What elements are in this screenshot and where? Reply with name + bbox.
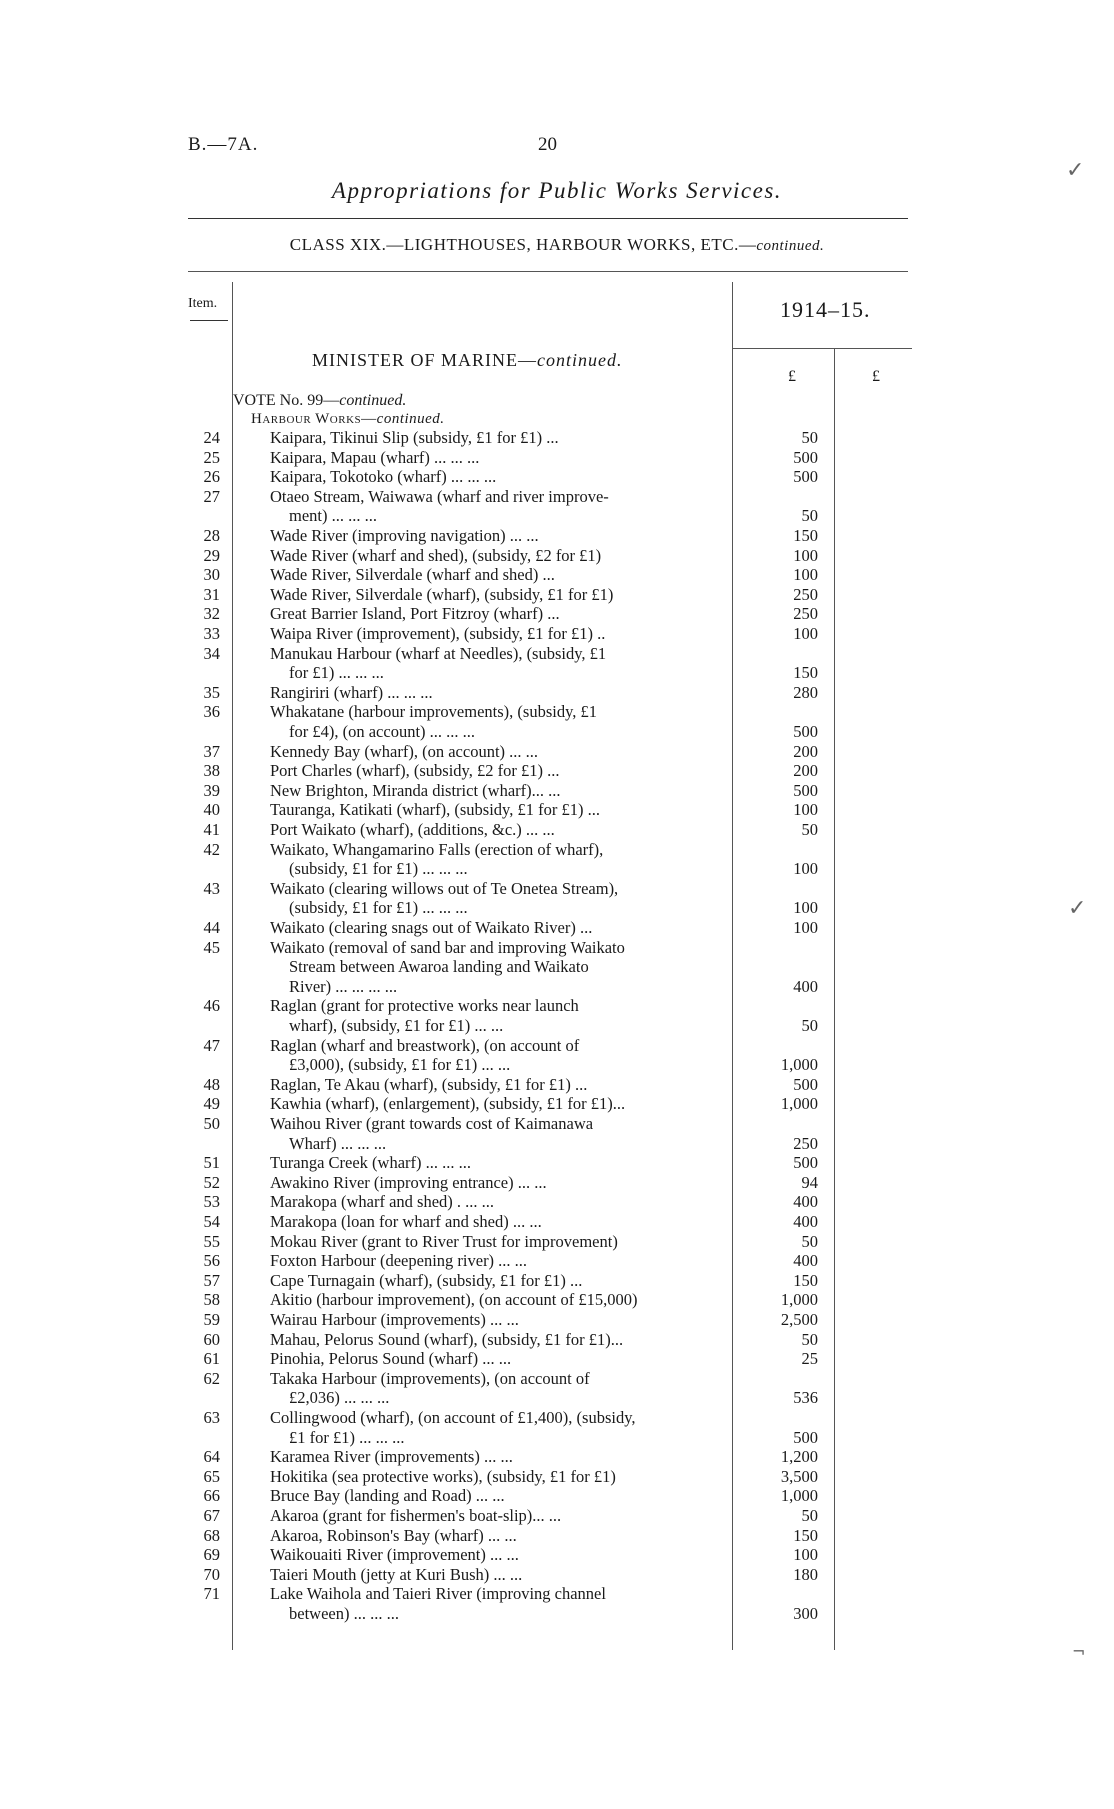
item-description (270, 1075, 725, 1095)
item-number: 55 (203, 1231, 220, 1251)
item-amount: 300 (793, 1603, 818, 1623)
item-description (270, 702, 725, 741)
item-amount: 500 (793, 721, 818, 741)
item-description-line: Raglan (wharf and breastwork), (on account of (270, 1035, 580, 1055)
item-number: 58 (203, 1290, 220, 1310)
item-description-line: Turanga Creek (wharf) ... ... ... (270, 1153, 472, 1173)
vote-heading-continued: continued. (339, 392, 407, 409)
item-description-line: Raglan (grant for protective works near launch (270, 996, 579, 1016)
item-amount: 150 (793, 1525, 818, 1545)
item-description-line: Kaipara, Mapau (wharf) ... ... ... (270, 447, 480, 467)
item-description (270, 585, 725, 605)
item-number: 63 (203, 1408, 220, 1427)
item-number: 27 (203, 486, 220, 506)
item-number: 37 (203, 741, 220, 761)
item-description (270, 1408, 725, 1447)
item-description (270, 1506, 725, 1526)
item-amount: 3,500 (780, 1466, 818, 1486)
class-heading (0, 235, 1114, 255)
item-number: 36 (203, 702, 220, 722)
item-number: 39 (203, 780, 220, 800)
item-description (270, 428, 725, 448)
item-number: 48 (203, 1074, 220, 1094)
item-number: 54 (203, 1212, 220, 1231)
item-description-line: Collingwood (wharf), (on account of £1,400), (subsidy, (270, 1408, 636, 1427)
item-number: 50 (203, 1114, 220, 1133)
item-description-line: Whakatane (harbour improvements), (subsidy, £1 (270, 702, 598, 722)
description-column-rule (732, 282, 733, 1650)
item-description-line: Otaeo Stream, Waiwawa (wharf and river improve- (270, 486, 609, 506)
item-amount: 400 (793, 1192, 818, 1212)
item-description-line: Wade River, Silverdale (wharf and shed) ... (270, 565, 555, 585)
item-description (270, 1114, 725, 1153)
item-number: 30 (203, 565, 220, 585)
item-description (270, 1545, 725, 1565)
item-description (270, 1271, 725, 1291)
item-description (270, 1251, 725, 1271)
item-description-line: Marakopa (loan for wharf and shed) ... ... (270, 1212, 542, 1231)
currency-label-2: £ (872, 368, 880, 385)
item-description (270, 448, 725, 468)
item-amount: 100 (793, 859, 818, 879)
item-amount: 1,000 (780, 1094, 818, 1114)
item-amount: 50 (801, 1329, 818, 1349)
item-amount: 500 (793, 1153, 818, 1173)
item-description-line: £1 for £1) ... ... ... (289, 1427, 405, 1447)
item-number: 53 (203, 1192, 220, 1212)
item-amount: 50 (801, 428, 818, 447)
item-description (270, 800, 725, 820)
item-description-line: for £1) ... ... ... (289, 663, 384, 683)
item-description-line: for £4), (on account) ... ... ... (289, 721, 476, 741)
item-description (270, 1036, 725, 1075)
item-description-line: Waikato (clearing snags out of Waikato River) ... (270, 918, 593, 937)
section-heading-main: Harbour Works— (251, 411, 377, 427)
item-description (270, 546, 725, 566)
item-description (270, 624, 725, 644)
section-heading (251, 411, 445, 428)
item-number: 61 (203, 1349, 220, 1369)
item-amount: 100 (793, 898, 818, 918)
item-description-line: Stream between Awaroa landing and Waikato (289, 957, 589, 977)
item-number: 35 (203, 682, 220, 702)
item-number: 69 (203, 1545, 220, 1565)
item-description-line: wharf), (subsidy, £1 for £1) ... ... (289, 1015, 504, 1035)
item-number: 65 (203, 1466, 220, 1486)
item-description-line: Tauranga, Katikati (wharf), (subsidy, £1 for £1) ... (270, 800, 600, 820)
item-number: 24 (203, 428, 220, 447)
item-amount: 100 (793, 545, 818, 565)
item-description (270, 996, 725, 1035)
item-number: 45 (203, 937, 220, 957)
item-description (270, 1526, 725, 1546)
year-header-rule (732, 348, 912, 349)
item-amount: 280 (793, 682, 818, 702)
item-description-line: Wade River (improving navigation) ... ... (270, 526, 539, 545)
item-amount: 400 (793, 976, 818, 996)
item-amount: 1,000 (780, 1290, 818, 1310)
margin-tick-icon: ✓ (1066, 158, 1085, 183)
item-number: 33 (203, 624, 220, 643)
item-description (270, 761, 725, 781)
item-description (270, 820, 725, 840)
item-description-line: Taieri Mouth (jetty at Kuri Bush) ... ... (270, 1564, 523, 1584)
item-amount: 500 (793, 1427, 818, 1447)
item-amount: 50 (801, 1506, 818, 1525)
item-description (270, 1173, 725, 1193)
item-number: 32 (203, 604, 220, 624)
title-rule (188, 218, 908, 219)
item-number: 44 (203, 918, 220, 937)
page-number: 20 (538, 134, 557, 155)
item-number: 40 (203, 800, 220, 820)
item-amount: 500 (793, 1074, 818, 1094)
item-description-line: ment) ... ... ... (289, 506, 377, 526)
item-description (270, 644, 725, 683)
item-description-line: Marakopa (wharf and shed) . ... ... (270, 1192, 495, 1212)
item-description-line: New Brighton, Miranda district (wharf)... ... (270, 780, 561, 800)
item-column-header: Item. (188, 296, 218, 311)
item-description (270, 1565, 725, 1585)
item-amount: 1,000 (780, 1055, 818, 1075)
item-description (270, 1584, 725, 1623)
item-description (270, 487, 725, 526)
item-amount: 400 (793, 1212, 818, 1231)
item-description-line: Waikato (removal of sand bar and improving Waikato (270, 937, 625, 957)
item-amount: 250 (793, 604, 818, 624)
item-description-line: Lake Waihola and Taieri River (improving channel (270, 1584, 606, 1604)
item-number: 62 (203, 1368, 220, 1388)
item-amount: 50 (801, 1015, 818, 1035)
item-description (270, 840, 725, 879)
item-description (270, 1232, 725, 1252)
item-amount: 1,000 (780, 1486, 818, 1506)
item-number: 47 (203, 1035, 220, 1055)
item-description-line: Wharf) ... ... ... (289, 1133, 387, 1153)
minister-heading-main: MINISTER OF MARINE— (312, 350, 538, 370)
item-amount: 250 (793, 584, 818, 604)
class-heading-continued: continued. (756, 238, 825, 254)
item-number: 38 (203, 761, 220, 781)
item-number: 25 (203, 447, 220, 467)
amount-column-rule (834, 348, 835, 1650)
item-number: 42 (203, 839, 220, 859)
item-description-line: (subsidy, £1 for £1) ... ... ... (289, 859, 468, 879)
vote-heading-main: VOTE No. 99— (233, 392, 340, 409)
item-number: 49 (203, 1094, 220, 1114)
item-description-line: Port Waikato (wharf), (additions, &c.) ... ... (270, 820, 555, 839)
item-description (270, 467, 725, 487)
item-description-line: Waikato (clearing willows out of Te Onetea Stream), (270, 878, 619, 898)
item-number: 57 (203, 1270, 220, 1290)
item-amount: 100 (793, 565, 818, 585)
item-description-line: Akitio (harbour improvement), (on account of £15,000) (270, 1290, 638, 1310)
item-header-underline (190, 320, 228, 321)
item-description (270, 781, 725, 801)
item-description-line: Foxton Harbour (deepening river) ... ... (270, 1251, 528, 1271)
item-description-line: Kawhia (wharf), (enlargement), (subsidy, £1 for £1)... (270, 1094, 626, 1114)
item-description (270, 1212, 725, 1232)
minister-heading (312, 350, 623, 371)
margin-mark-icon: ¬ (1072, 1642, 1086, 1661)
margin-tick-icon: ✓ (1068, 896, 1087, 921)
vote-heading (233, 392, 406, 410)
item-description-line: Awakino River (improving entrance) ... ... (270, 1172, 547, 1192)
item-number: 41 (203, 820, 220, 839)
item-description (270, 565, 725, 585)
item-description (270, 742, 725, 762)
item-description (270, 604, 725, 624)
item-description-line: Wade River, Silverdale (wharf), (subsidy, £1 for £1) (270, 584, 614, 604)
item-description-line: Great Barrier Island, Port Fitzroy (wharf) ... (270, 604, 560, 624)
item-amount: 50 (801, 1231, 818, 1251)
item-description (270, 1369, 725, 1408)
item-description-line: Waihou River (grant towards cost of Kaimanawa (270, 1114, 594, 1133)
item-amount: 500 (793, 447, 818, 467)
item-description-line: Waikouaiti River (improvement) ... ... (270, 1545, 519, 1565)
item-description-line: Manukau Harbour (wharf at Needles), (subsidy, £1 (270, 643, 607, 663)
item-number: 28 (203, 526, 220, 545)
item-amount: 150 (793, 526, 818, 545)
item-amount: 25 (801, 1349, 818, 1369)
item-description-line: Mahau, Pelorus Sound (wharf), (subsidy, £1 for £1)... (270, 1329, 624, 1349)
item-description-line: (subsidy, £1 for £1) ... ... ... (289, 898, 468, 918)
item-number: 70 (203, 1564, 220, 1584)
item-description-line: Wairau Harbour (improvements) ... ... (270, 1310, 519, 1329)
item-description (270, 938, 725, 997)
item-description (270, 1094, 725, 1114)
item-description-line: Akaroa, Robinson's Bay (wharf) ... ... (270, 1525, 517, 1545)
item-amount: 1,200 (780, 1447, 818, 1467)
item-number: 29 (203, 545, 220, 565)
item-description-line: Waipa River (improvement), (subsidy, £1 for £1) .. (270, 624, 606, 643)
currency-label-1: £ (788, 368, 796, 385)
item-amount: 2,500 (780, 1310, 818, 1329)
item-description-line: Kennedy Bay (wharf), (on account) ... ... (270, 741, 539, 761)
item-number: 46 (203, 996, 220, 1016)
item-number: 52 (203, 1172, 220, 1192)
item-description-line: Port Charles (wharf), (subsidy, £2 for £1) ... (270, 761, 560, 781)
item-description (270, 1447, 725, 1467)
item-description (270, 918, 725, 938)
item-description-line: Kaipara, Tikinui Slip (subsidy, £1 for £1) ... (270, 428, 559, 447)
item-description (270, 1153, 725, 1173)
minister-heading-continued: continued. (537, 350, 623, 370)
item-description-line: Rangiriri (wharf) ... ... ... (270, 682, 433, 702)
item-description-line: Wade River (wharf and shed), (subsidy, £2 for £1) (270, 545, 602, 565)
item-amount: 100 (793, 1545, 818, 1565)
item-description (270, 683, 725, 703)
page-title: Appropriations for Public Works Services. (331, 178, 783, 203)
item-amount: 50 (801, 506, 818, 526)
item-description (270, 1192, 725, 1212)
item-description-line: Waikato, Whangamarino Falls (erection of wharf), (270, 839, 604, 859)
heading-rule (188, 271, 908, 272)
item-description-line: £3,000), (subsidy, £1 for £1) ... ... (289, 1055, 511, 1075)
item-description-line: Raglan, Te Akau (wharf), (subsidy, £1 for £1) ... (270, 1074, 588, 1094)
item-amount: 200 (793, 741, 818, 761)
item-number: 64 (203, 1447, 220, 1467)
item-number: 66 (203, 1486, 220, 1506)
item-description (270, 1349, 725, 1369)
item-amount: 536 (793, 1388, 818, 1408)
document-reference: B.—7A. (188, 134, 259, 155)
class-heading-main: CLASS XIX.—LIGHTHOUSES, HARBOUR WORKS, ETC.— (289, 235, 757, 254)
item-description-line: Akaroa (grant for fishermen's boat-slip)... ... (270, 1506, 562, 1525)
item-number: 26 (203, 467, 220, 487)
item-number: 68 (203, 1525, 220, 1545)
item-amount: 200 (793, 761, 818, 781)
item-amount: 100 (793, 800, 818, 820)
item-number: 51 (203, 1153, 220, 1173)
item-amount: 100 (793, 624, 818, 643)
item-amount: 500 (793, 467, 818, 487)
item-amount: 500 (793, 780, 818, 800)
item-amount: 180 (793, 1564, 818, 1584)
item-amount: 100 (793, 918, 818, 937)
item-description-line: Mokau River (grant to River Trust for improvement) (270, 1231, 618, 1251)
item-description (270, 879, 725, 918)
item-description-line: Cape Turnagain (wharf), (subsidy, £1 for £1) ... (270, 1270, 583, 1290)
item-number: 71 (203, 1584, 220, 1604)
item-number: 56 (203, 1251, 220, 1271)
item-number: 43 (203, 878, 220, 898)
item-amount: 50 (801, 820, 818, 839)
item-description-line: Karamea River (improvements) ... ... (270, 1447, 513, 1467)
section-heading-continued: continued. (376, 411, 445, 427)
item-description-line: Bruce Bay (landing and Road) ... ... (270, 1486, 505, 1506)
item-description (270, 1467, 725, 1487)
item-description (270, 1486, 725, 1506)
year-column-header: 1914–15. (780, 297, 871, 322)
item-number: 67 (203, 1506, 220, 1525)
item-description-line: Kaipara, Tokotoko (wharf) ... ... ... (270, 467, 497, 487)
item-number: 60 (203, 1329, 220, 1349)
item-number: 59 (203, 1310, 220, 1329)
item-description-line: between) ... ... ... (289, 1603, 399, 1623)
item-amount: 150 (793, 1270, 818, 1290)
item-amount: 150 (793, 663, 818, 683)
item-description (270, 526, 725, 546)
item-amount: 94 (801, 1172, 818, 1192)
item-description-line: Takaka Harbour (improvements), (on account of (270, 1368, 590, 1388)
item-description (270, 1330, 725, 1350)
item-description-line: Hokitika (sea protective works), (subsidy, £1 for £1) (270, 1466, 616, 1486)
item-amount: 250 (793, 1133, 818, 1153)
item-description-line: £2,036) ... ... ... (289, 1388, 390, 1408)
item-number: 34 (203, 643, 220, 663)
item-description (270, 1290, 725, 1310)
item-description (270, 1310, 725, 1330)
item-description-line: Pinohia, Pelorus Sound (wharf) ... ... (270, 1349, 512, 1369)
item-number: 31 (203, 584, 220, 604)
item-column-rule (232, 282, 233, 1650)
item-amount: 400 (793, 1251, 818, 1271)
item-description-line: River) ... ... ... ... (289, 976, 398, 996)
